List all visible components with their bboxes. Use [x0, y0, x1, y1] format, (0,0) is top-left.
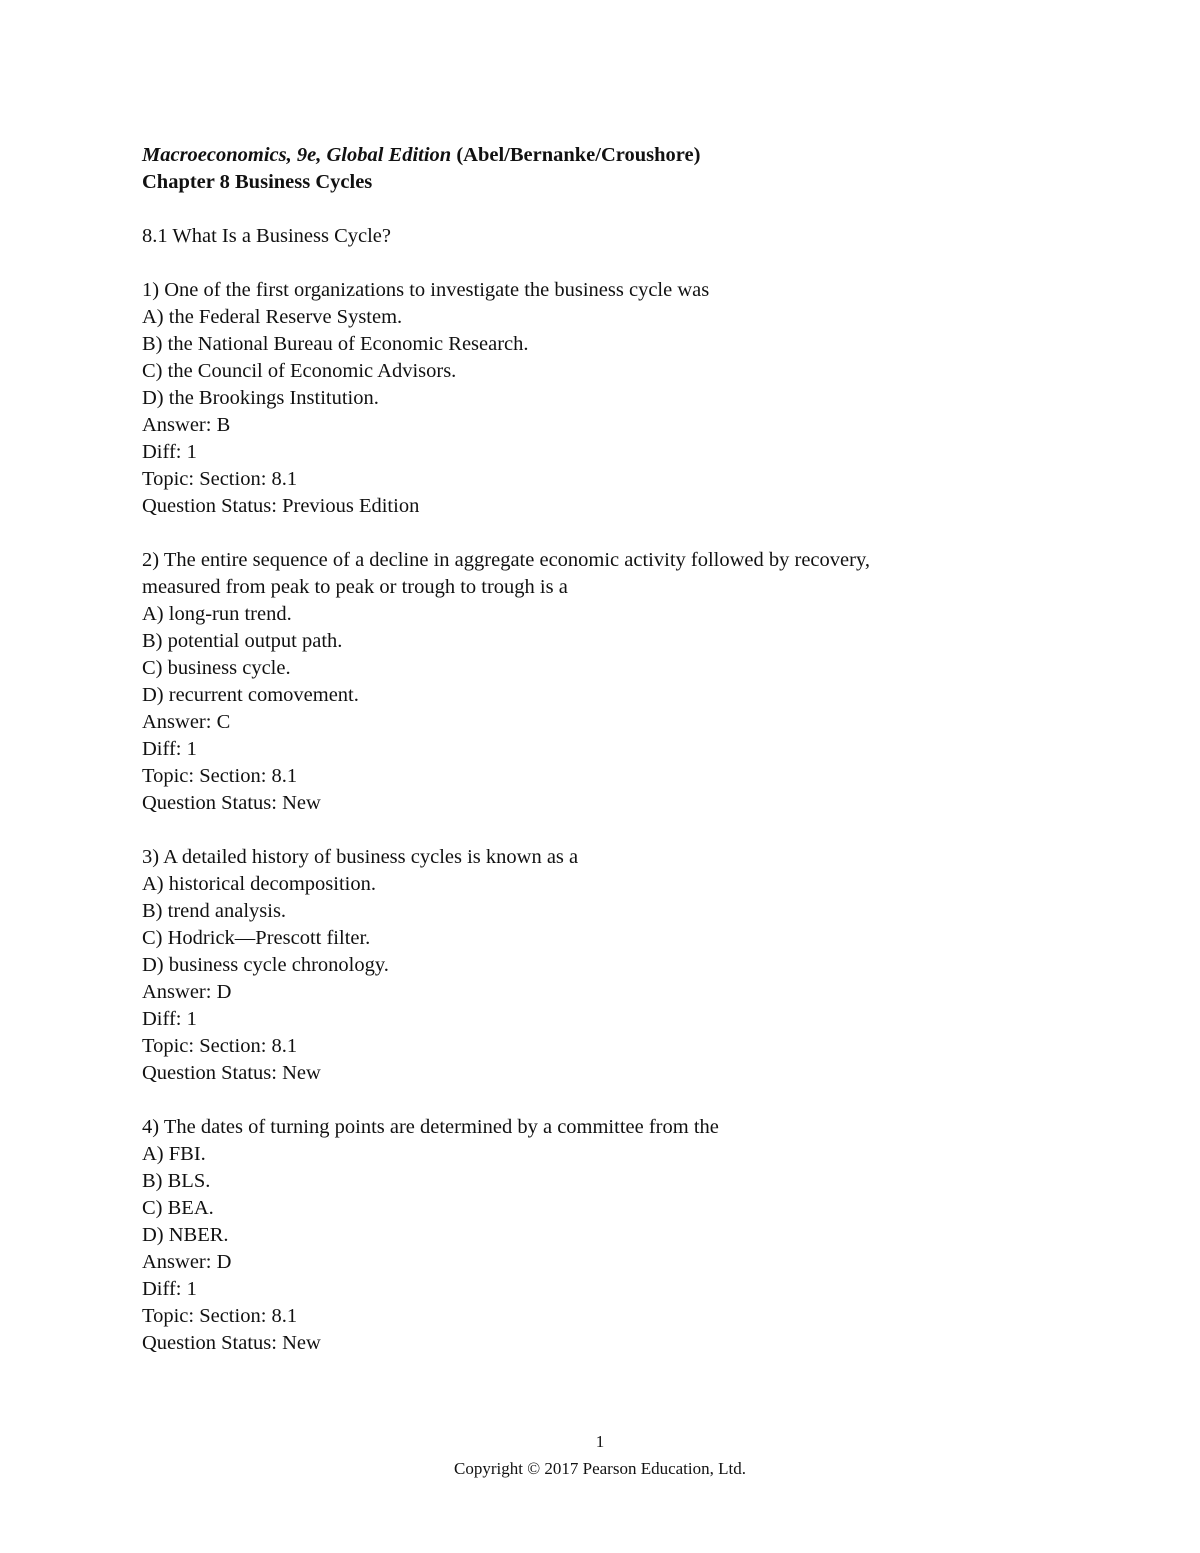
question-status: Question Status: New [142, 792, 321, 814]
question-status: Question Status: New [142, 1062, 321, 1084]
question-stem: 1) One of the first organizations to investigate the business cycle was [142, 279, 710, 301]
option-a: A) FBI. [142, 1143, 206, 1165]
answer: Answer: D [142, 981, 232, 1003]
option-d: D) NBER. [142, 1224, 229, 1246]
question-status: Question Status: Previous Edition [142, 495, 420, 517]
topic: Topic: Section: 8.1 [142, 1305, 298, 1327]
book-title-line [142, 142, 1102, 169]
option-a: A) the Federal Reserve System. [142, 306, 403, 328]
question-4 [142, 1114, 1102, 1357]
page-number: 1 [595, 1432, 605, 1451]
difficulty: Diff: 1 [142, 738, 197, 760]
difficulty: Diff: 1 [142, 441, 197, 463]
question-3 [142, 844, 1102, 1087]
option-a: A) long-run trend. [142, 603, 292, 625]
option-b: B) trend analysis. [142, 900, 287, 922]
question-status: Question Status: New [142, 1332, 321, 1354]
book-authors: (Abel/Bernanke/Croushore) [451, 144, 701, 166]
option-c: C) BEA. [142, 1197, 214, 1219]
difficulty: Diff: 1 [142, 1008, 197, 1030]
option-c: C) Hodrick—Prescott filter. [142, 927, 371, 949]
answer: Answer: D [142, 1251, 232, 1273]
topic: Topic: Section: 8.1 [142, 468, 298, 490]
question-2 [142, 547, 1102, 817]
question-stem: 2) The entire sequence of a decline in aggregate economic activity followed by recovery, [142, 549, 871, 571]
option-b: B) potential output path. [142, 630, 343, 652]
question-stem: 4) The dates of turning points are determined by a committee from the [142, 1116, 719, 1138]
option-d: D) business cycle chronology. [142, 954, 389, 976]
question-stem: 3) A detailed history of business cycles is known as a [142, 846, 579, 868]
topic: Topic: Section: 8.1 [142, 765, 298, 787]
option-b: B) the National Bureau of Economic Research. [142, 333, 529, 355]
chapter-title: Chapter 8 Business Cycles [142, 171, 373, 193]
book-title: Macroeconomics, 9e, Global Edition [142, 144, 452, 166]
answer: Answer: C [142, 711, 231, 733]
option-b: B) BLS. [142, 1170, 211, 1192]
difficulty: Diff: 1 [142, 1278, 197, 1300]
option-d: D) the Brookings Institution. [142, 387, 379, 409]
option-c: C) business cycle. [142, 657, 291, 679]
answer: Answer: B [142, 414, 231, 436]
option-d: D) recurrent comovement. [142, 684, 359, 706]
copyright-notice: Copyright © 2017 Pearson Education, Ltd. [454, 1459, 746, 1478]
topic: Topic: Section: 8.1 [142, 1035, 298, 1057]
question-stem-continued: measured from peak to peak or trough to trough is a [142, 576, 568, 598]
question-1 [142, 277, 1102, 520]
page-content [142, 142, 1102, 1357]
option-c: C) the Council of Economic Advisors. [142, 360, 457, 382]
option-a: A) historical decomposition. [142, 873, 376, 895]
section-heading: 8.1 What Is a Business Cycle? [142, 225, 391, 247]
